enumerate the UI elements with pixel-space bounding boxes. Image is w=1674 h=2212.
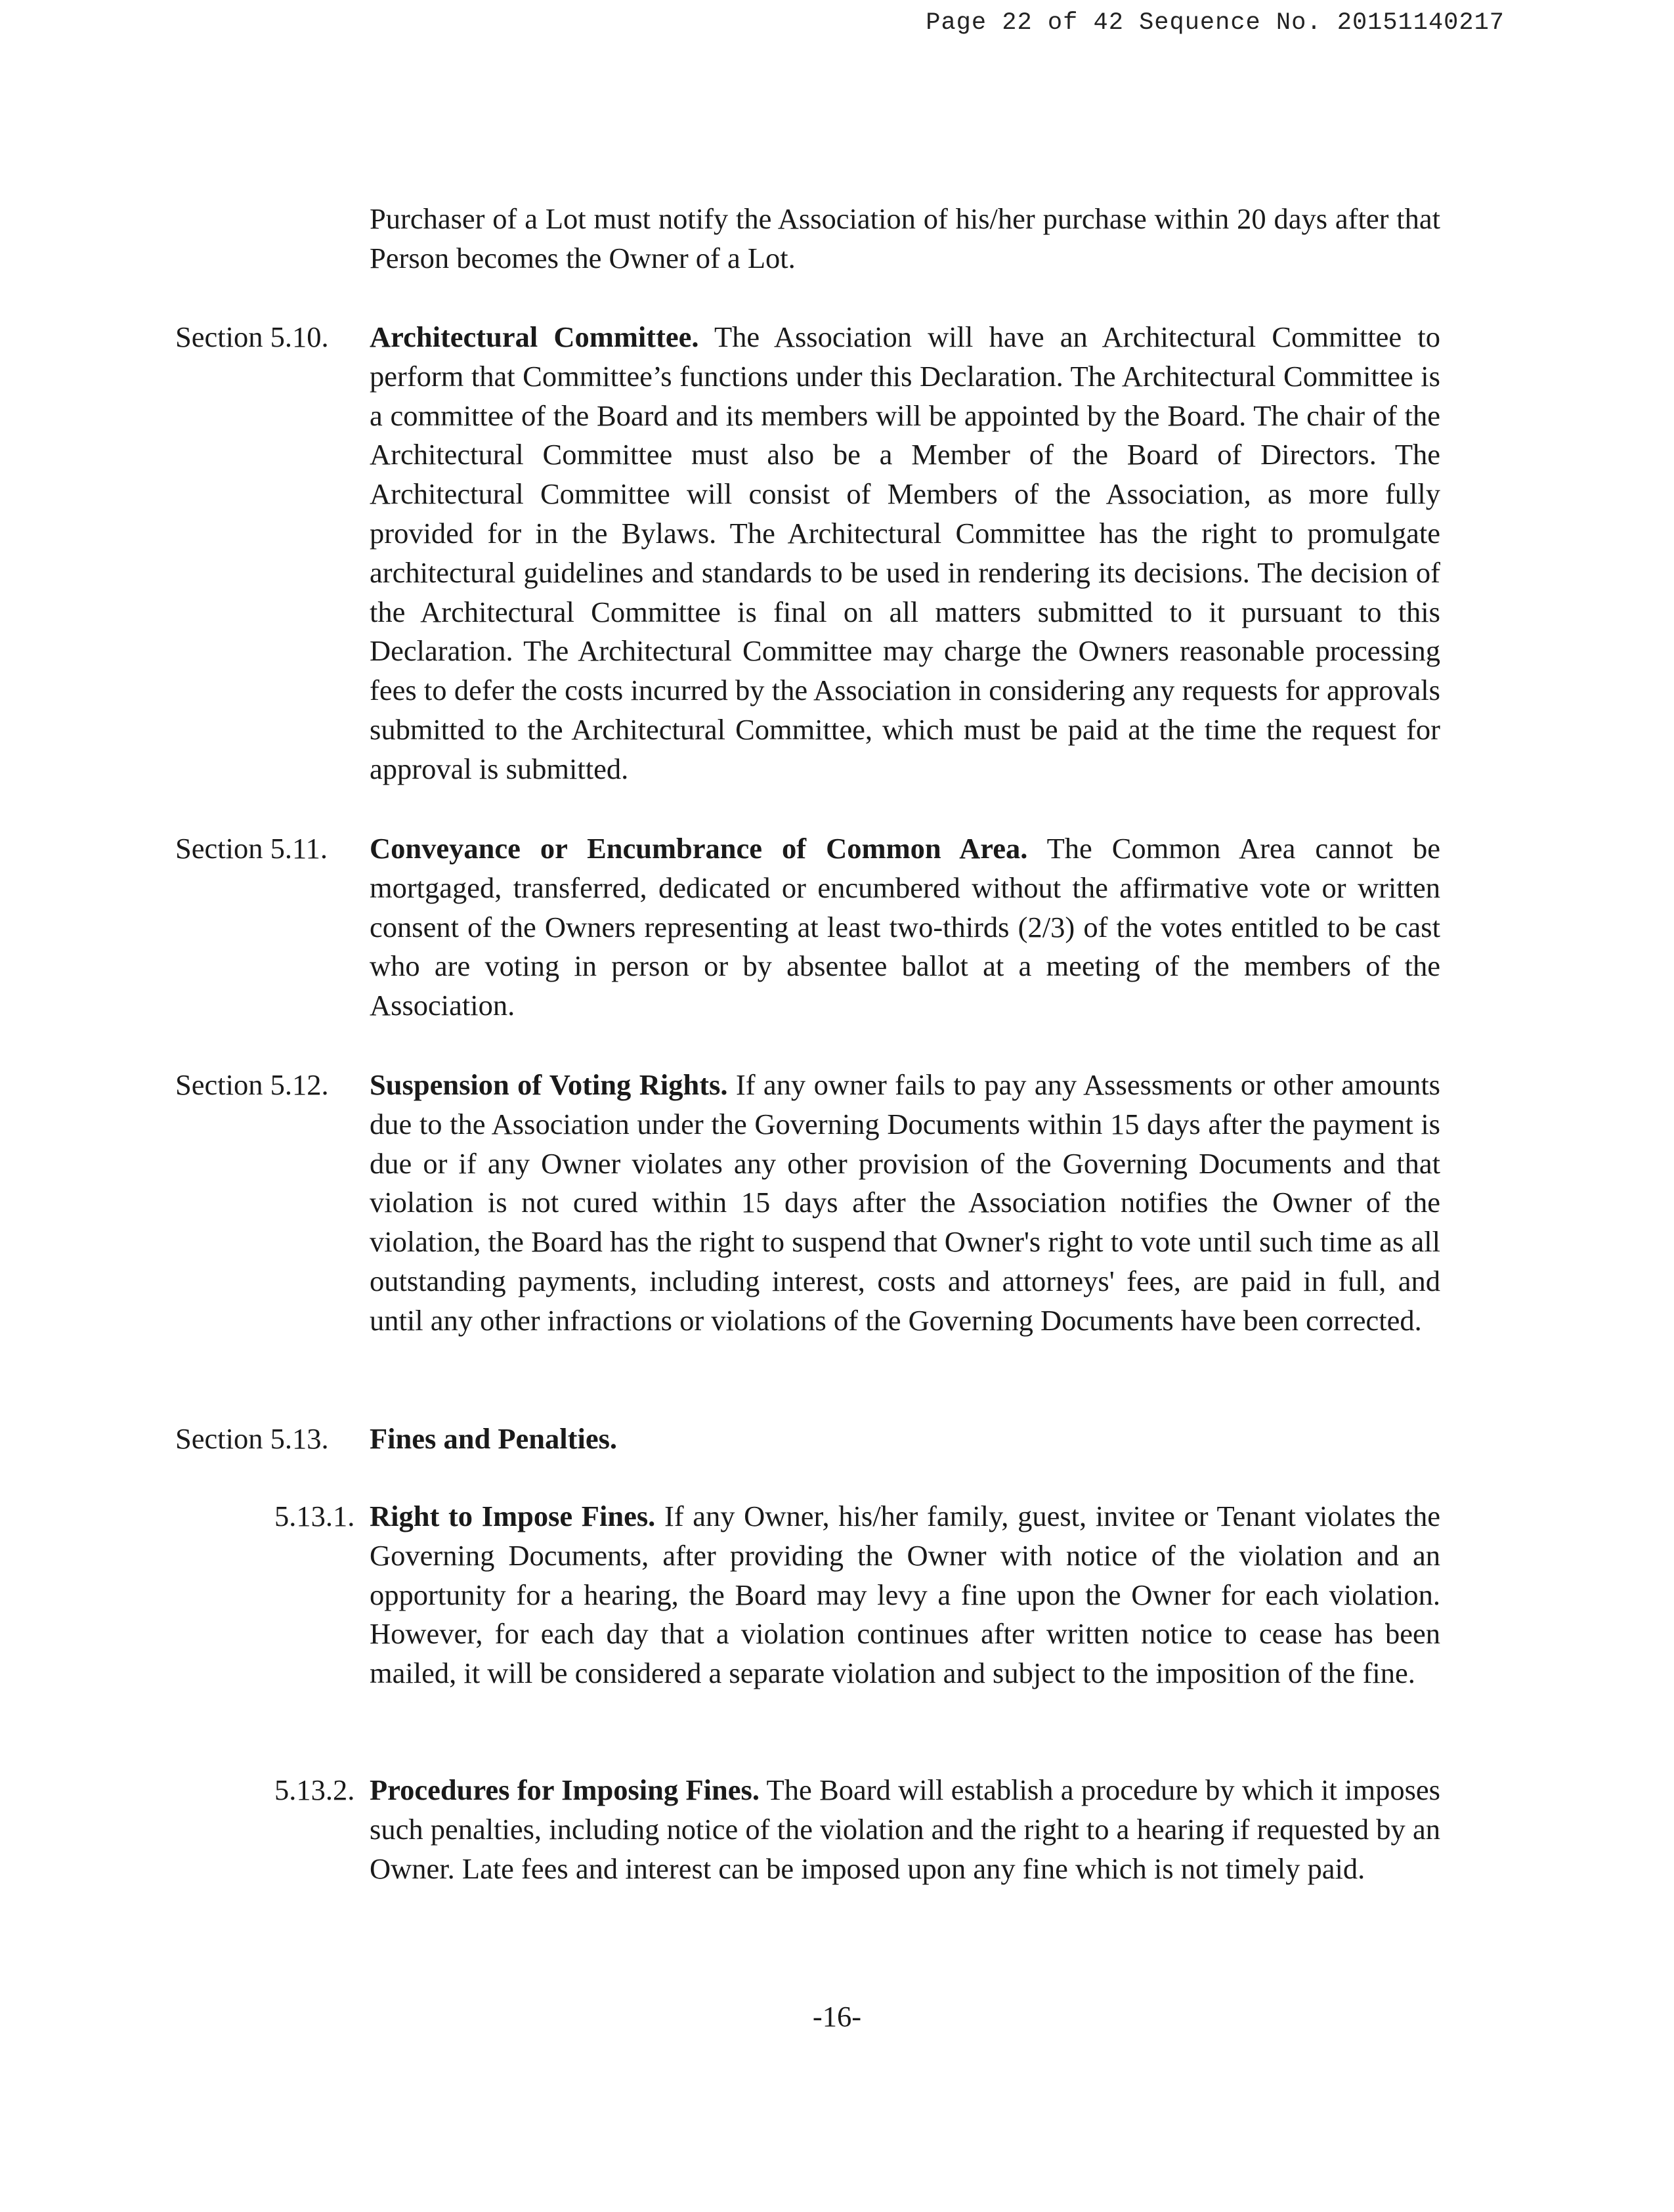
page-number: -16-: [812, 2000, 862, 2033]
section-5-10-text: The Association will have an Architectural Committee to perform that Committee’s functions under this Declaration. The Architectural Committee is a committee of the Board and its members will be appointed by the Board. The chair of the Architectural Committee must also be a Member of the Board of Directors. The Architectural Committee will consist of Members of the Association, as more fully provided for in the Bylaws. The Architectural Committee has the right to promulgate architectural guidelines and standards to be used in rendering its decisions. The decision of the Architectural Committee is final on all matters submitted to it pursuant to this Declaration. The Architectural Committee may charge the Owners reasonable processing fees to defer the costs incurred by the Association in considering any requests for approvals submitted to the Architectural Committee, which must be paid at the time the request for approval is submitted.: [370, 320, 1440, 785]
section-5-13-title: Fines and Penalties.: [370, 1422, 618, 1455]
section-5-11-text: The Common Area cannot be mortgaged, transferred, dedicated or encumbered without the affirmative vote or written consent of the Owners representing at least two-thirds (2/3) of the votes entitled to be cast who are voting in person or by absentee ballot at a meeting of the members of the Association.: [370, 832, 1440, 1022]
subsection-label-5-13-2: 5.13.2.: [274, 1773, 355, 1806]
section-label-5-10: Section 5.10.: [175, 320, 329, 353]
section-5-10-body: [370, 318, 1440, 789]
subsection-5-13-2-text: The Board will establish a procedure by which it imposes such penalties, including notice of the violation and the right to a hearing if requested by an Owner. Late fees and interest can be imposed upon any fine which is not timely paid.: [370, 1773, 1441, 1885]
subsection-5-13-1-body: [370, 1497, 1440, 1693]
subsection-5-13-1-title: Right to Impose Fines.: [370, 1500, 656, 1532]
subsection-5-13-2-body: [370, 1771, 1440, 1888]
intro-paragraph: Purchaser of a Lot must notify the Association of his/her purchase within 20 days after that Person becomes the Owner of a Lot.: [370, 202, 1440, 274]
section-label-5-12: Section 5.12.: [175, 1068, 329, 1101]
section-5-11-body: [370, 829, 1440, 1026]
page-header: Page 22 of 42 Sequence No. 20151140217: [926, 9, 1505, 37]
section-5-12-title: Suspension of Voting Rights.: [370, 1068, 728, 1101]
section-5-10-title: Architectural Committee.: [370, 320, 699, 353]
subsection-label-5-13-1: 5.13.1.: [274, 1500, 355, 1532]
section-label-5-11: Section 5.11.: [175, 832, 328, 865]
section-5-12-text: If any owner fails to pay any Assessments or other amounts due to the Association under the Governing Documents within 15 days after the payment is due or if any Owner violates any other provision of the Governing Documents and that violation is not cured within 15 days after the Association notifies the Owner of the violation, the Board has the right to suspend that Owner's right to vote until such time as all outstanding payments, including interest, costs and attorneys' fees, are paid in full, and until any other infractions or violations of the Governing Documents have been corrected.: [370, 1068, 1441, 1337]
section-label-5-13: Section 5.13.: [175, 1422, 329, 1455]
subsection-5-13-2-title: Procedures for Imposing Fines.: [370, 1773, 760, 1806]
section-5-13-body: [370, 1420, 1440, 1459]
section-5-12-body: [370, 1066, 1440, 1341]
section-5-11-title: Conveyance or Encumbrance of Common Area.: [370, 832, 1028, 865]
subsection-5-13-1-text: If any Owner, his/her family, guest, invitee or Tenant violates the Governing Documents, after providing the Owner with notice of the violation and an opportunity for a hearing, the Board may levy a fine upon the Owner for each violation. However, for each day that a violation continues after written notice to cease has been mailed, it will be considered a separate violation and subject to the imposition of the fine.: [370, 1500, 1440, 1690]
